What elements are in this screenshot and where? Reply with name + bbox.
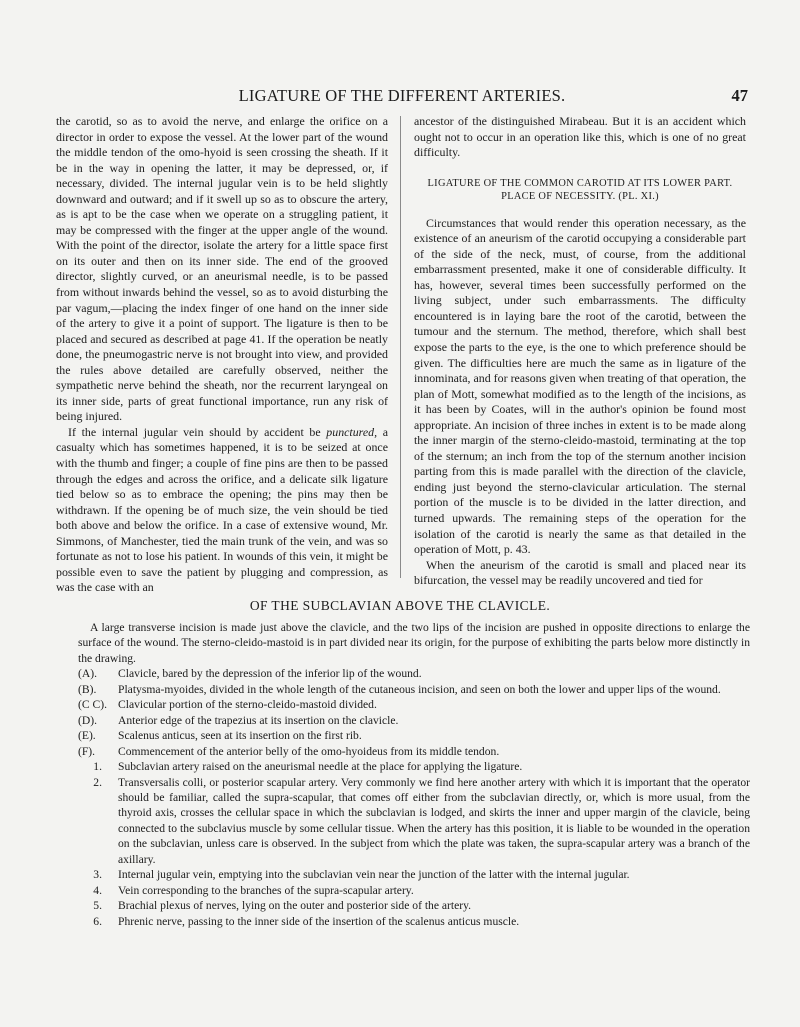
legend-key: 2. [93,775,102,789]
right-paragraph-1: Circumstances that would render this operation necessary, as the existence of an aneurism of the carotid occupying a considerable part of the side of the neck, must, of course, from the additional embarrassment presented, make it one of considerable difficulty. It has, however, several times been successfully performed on the living subject, under such embarrassments. The difficulty encountered is in laying bare the root of the carotid, between the tumour and the sternum. The method, therefore, which shall best expose the parts to the eye, is the one to which preference should be given. The difficulties here are much the same as in ligature of the innominata, and for reasons given when treating of that operation, the plan of Mott, somewhat modified as to the length of the incisions, as it has been by Coates, will in the author's opinion be found most appropriate. An incision of three inches in extent is to be made along the inner margin of the sterno-cleido-mastoid, terminating at the top of the sternum; an inch from the top of the sternum another incision parting from this is made parallel with the direction of the clavicle, ending just beyond the sterno-clavicular articulation. The sternal portion of the muscle is to be divided in the latter direction, and turned upwards. The remaining steps of the operation for the isolation of the carotid is nearly the same as that detailed in the operation of Mott, p. 43. [414,215,746,557]
legend-text: Internal jugular vein, emptying into the subclavian vein near the junction of the latter with the internal jugular. [118,868,630,882]
legend-text: Platysma-myoides, divided in the whole length of the cutaneous incision, and seen on both the lower and upper lips of the wound. [118,682,721,696]
legend-text: Brachial plexus of nerves, lying on the outer and posterior side of the artery. [118,899,472,913]
legend-text: Scalenus anticus, seen at its insertion on the first rib. [118,729,362,743]
legend-text: Anterior edge of the trapezius at its insertion on the clavicle. [118,713,399,727]
left-paragraph-2-start: If the internal jugular vein should by accident be [68,424,327,439]
legend-item [78,713,750,728]
legend-item [78,775,750,868]
legend-item [78,867,750,882]
column-divider [400,116,401,578]
legend-key: 6. [93,914,102,928]
legend-key: (B). [78,682,97,696]
section-heading-carotid-line1: LIGATURE OF THE COMMON CAROTID AT ITS LOWER PART. [427,177,733,189]
legend-item [78,898,750,913]
section-heading-carotid-line2: PLACE OF NECESSITY. (PL. XI.) [501,191,659,203]
left-paragraph-1: the carotid, so as to avoid the nerve, and enlarge the orifice on a director in order to expose the vessel. At the lower part of the wound the middle tendon of the omo-hyoid is seen crossing the sheath. If it be in the way in opening the latter, it may be depressed, or, if necessary, divided. The internal jugular vein is to be held slightly downward and outward; and if it swell up so as to obscure the artery, as is apt to be the case when we operate on a struggling patient, it may be compressed with the finger at the upper angle of the wound. With the point of the director, isolate the artery for a little space first on its outer and then on its inner side. The end of the grooved director, slightly curved, or an aneurismal needle, is to be passed from without inwards behind the vessel, so as to avoid disturbing the par vagum,—placing the index finger of one hand on the inner side of the artery to give it a point of support. The ligature is then to be placed and secured as described at page 41. If the operation be neatly done, the pneumogastric nerve is not brought into view, and provided the rules above detailed are carefully observed, neither the sympathetic nerve behind the sheath, nor the recurrent laryngeal on its inner side, parts of great functional importance, run any risk of being injured. [56,114,388,424]
legend-item [78,728,750,743]
page-number: 47 [731,86,748,105]
legend-key: 4. [93,883,102,897]
legend-key: (D). [78,713,97,727]
legend-text: Subclavian artery raised on the aneurismal needle at the place for applying the ligature. [118,760,523,774]
plate-section-heading: OF THE SUBCLAVIAN ABOVE THE CLAVICLE. [249,598,551,613]
legend-item [78,682,750,697]
legend-item [78,666,750,681]
legend-item [78,883,750,898]
left-paragraph-2 [56,425,388,596]
legend-item [78,914,750,929]
legend-key: (E). [78,729,96,743]
legend-text: Clavicular portion of the sterno-cleido-mastoid divided. [118,698,377,712]
right-column [414,114,746,589]
legend-key: 5. [93,899,102,913]
legend-item [78,759,750,774]
legend-key: (F). [78,744,96,758]
section-heading-carotid [414,177,746,204]
running-title: LIGATURE OF THE DIFFERENT ARTERIES. [238,86,566,105]
right-paragraph-2: When the aneurism of the carotid is small and placed near its bifurcation, the vessel may be readily uncovered and tied for [414,557,746,588]
legend-text: Clavicle, bared by the depression of the inferior lip of the wound. [118,667,422,681]
legend-key: (C C). [78,698,107,712]
legend-item [78,744,750,759]
running-head [56,86,748,108]
legend-text: Vein corresponding to the branches of the supra-scapular artery. [118,883,414,897]
legend-key: 3. [93,868,102,882]
legend-key: 1. [93,760,102,774]
plate-legend [78,620,750,929]
plate-legend-intro: A large transverse incision is made just above the clavicle, and the two lips of the incision are pushed in opposite directions to enlarge the surface of the wound. The sterno-cleido-mastoid is in part divided near its origin, for the purpose of exhibiting the parts below more distinctly in the drawing. [78,621,750,665]
right-continuation: ancestor of the distinguished Mirabeau. But it is an accident which ought not to occur in an operation like this, which is one of no great difficulty. [414,114,746,160]
left-column [56,114,388,596]
left-paragraph-2-rest: a casualty which has sometimes happened, it is to be seized at once with the thumb and finger; a couple of fine pins are then to be passed through the edges and across the orifice, and a delicate silk ligature tied below so as to embrace the opening; the pins may then be withdrawn. If the opening be of much size, the vein should be tied both above and below the orifice. In a case of extensive wound, Mr. Simmons, of Manchester, tied the main trunk of the vein, and was so fortunate as not to lose his patient. In wounds of this vein, it might be possible even to save the patient by plugging and compression, as was the case with an [56,424,388,595]
legend-key: (A). [78,667,97,681]
emphasis-punctured: punctured, [326,424,378,439]
legend-text: Phrenic nerve, passing to the inner side of the insertion of the scalenus anticus muscle. [118,914,520,928]
legend-text: Transversalis colli, or posterior scapular artery. Very commonly we find here another artery with which it is important that the operator should be familiar, called the supra-scapular, that comes off either from the subclavian directly, or, which is more usual, from the thyroid axis, crosses the cellular space in which the subclavian is lodged, and skirts the inner and upper margin of the clavicle, being connected to the subclavius muscle by some cellular tissue. When the artery has this position, it is liable to be wounded in the operation on the subclavian, unless care is observed. In the subject from which the plate was taken, the supra-scapular artery was a branch of the axillary. [118,775,750,866]
legend-text: Commencement of the anterior belly of the omo-hyoideus from its middle tendon. [118,744,500,758]
two-column-text [56,114,746,595]
legend-item [78,697,750,712]
